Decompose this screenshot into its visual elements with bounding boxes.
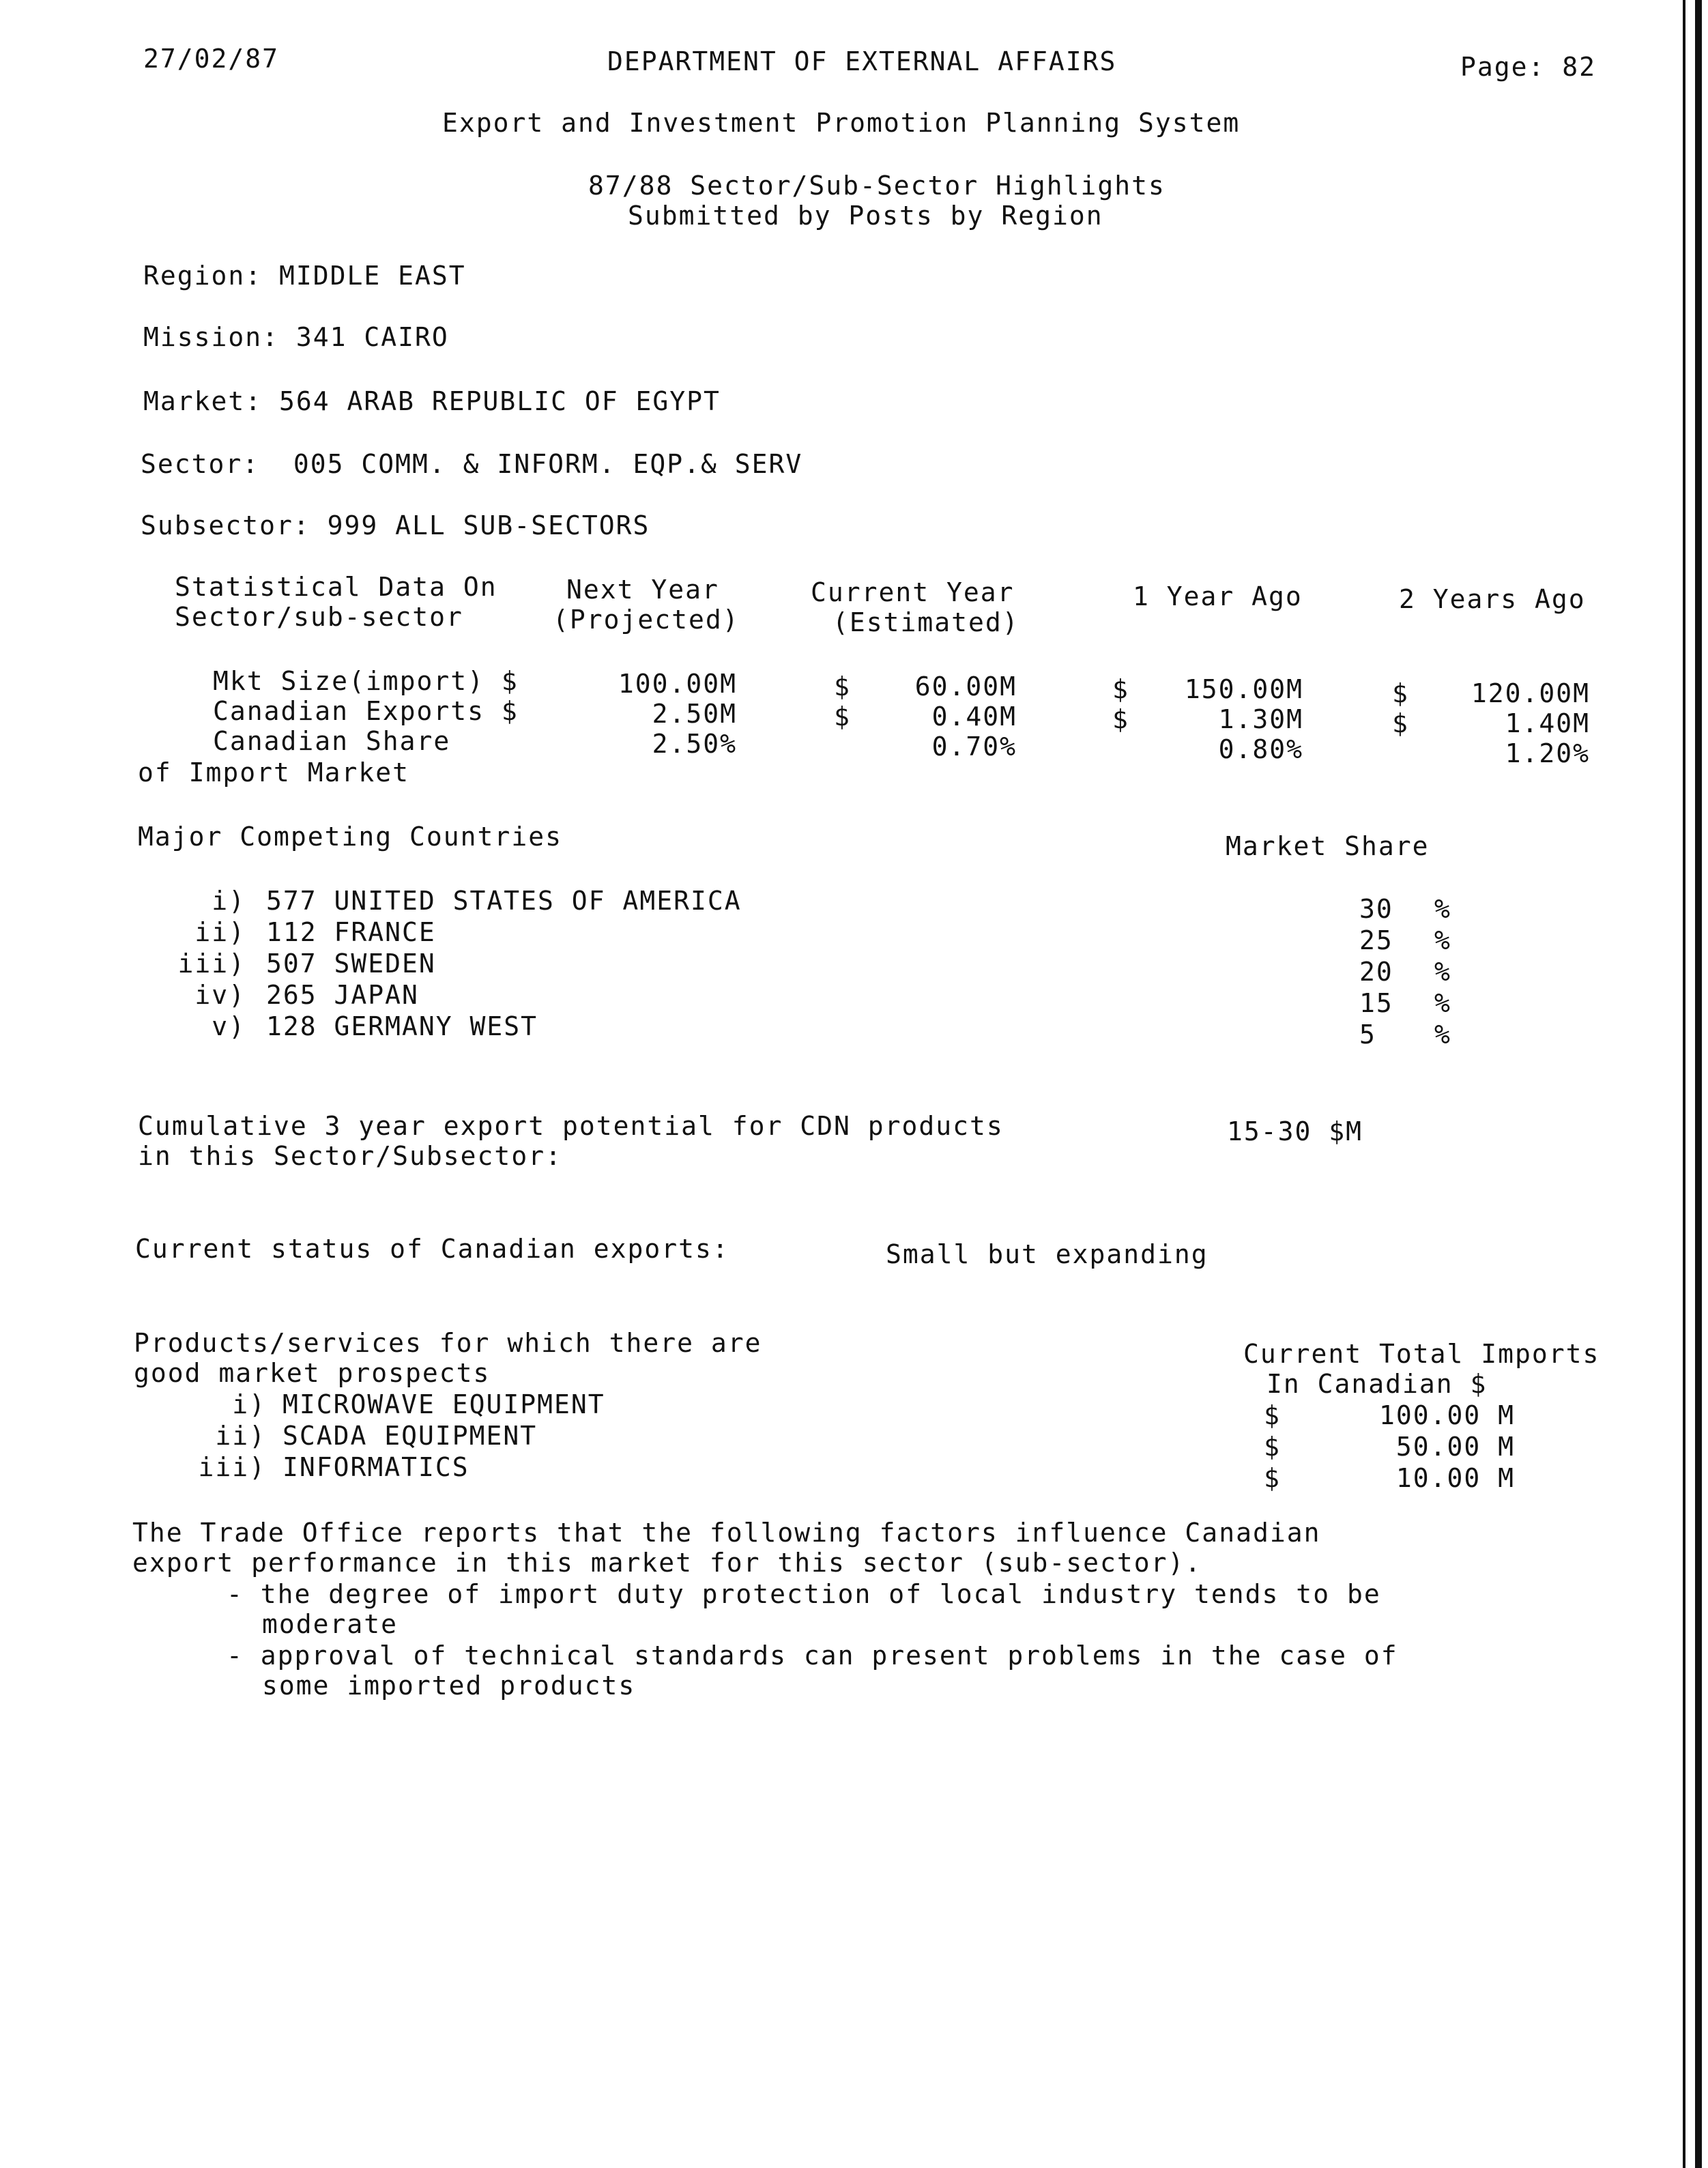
- competitor-num: i): [212, 886, 246, 916]
- system-title: Export and Investment Promotion Planning System: [442, 108, 1241, 138]
- competitor-pct: %: [1434, 957, 1451, 987]
- row-mkt-size-2y: 120.00M: [1471, 678, 1590, 708]
- competitor-num: ii): [194, 917, 246, 947]
- sector-field: Sector: 005 COMM. & INFORM. EQP.& SERV: [141, 449, 803, 479]
- row-mkt-size-2y-sign: $: [1392, 678, 1409, 708]
- col-next-year-sub: (Projected): [553, 605, 740, 635]
- report-title: 87/88 Sector/Sub-Sector Highlights: [588, 171, 1166, 201]
- competitor-share: 20: [1359, 957, 1393, 987]
- potential-line1: Cumulative 3 year export potential for CDN products: [138, 1111, 1004, 1141]
- competitors-heading: Major Competing Countries: [138, 822, 562, 852]
- region-field: Region: MIDDLE EAST: [143, 261, 466, 291]
- row-exports-1y: 1.30M: [1218, 704, 1303, 734]
- competitor-pct: %: [1434, 988, 1451, 1018]
- competitor-num: iii): [177, 949, 246, 979]
- report-date: 27/02/87: [143, 44, 280, 74]
- row-mkt-size-next: 100.00M: [618, 669, 737, 699]
- row-mkt-size-label: Mkt Size(import) $: [213, 666, 519, 696]
- product-currency: $: [1264, 1432, 1281, 1462]
- col-1-year-ago: 1 Year Ago: [1133, 581, 1303, 611]
- product-currency: $: [1264, 1400, 1281, 1430]
- competitor-name: 577 UNITED STATES OF AMERICA: [266, 886, 742, 916]
- row-mkt-size-1y-sign: $: [1112, 674, 1129, 704]
- page-number: Page: 82: [1460, 52, 1597, 82]
- competitor-name: 265 JAPAN: [266, 980, 419, 1010]
- competitor-name: 112 FRANCE: [266, 917, 436, 947]
- potential-line2: in this Sector/Subsector:: [138, 1141, 562, 1171]
- product-amount: 50.00 M: [1395, 1432, 1515, 1462]
- page-edge-line: [1695, 0, 1702, 2168]
- row-share-label2: of Import Market: [138, 757, 410, 787]
- row-share-label: Canadian Share: [213, 726, 451, 756]
- row-exports-next: 2.50M: [652, 699, 737, 729]
- market-field: Market: 564 ARAB REPUBLIC OF EGYPT: [143, 386, 721, 416]
- competitor-pct: %: [1434, 925, 1451, 955]
- row-mkt-size-1y: 150.00M: [1184, 674, 1303, 704]
- row-share-current: 0.70%: [931, 732, 1017, 762]
- factors-intro-line2: export performance in this market for this sector (sub-sector).: [132, 1548, 1202, 1578]
- competitor-share: 15: [1359, 988, 1393, 1018]
- factor-bullet-line1: - approval of technical standards can present problems in the case of: [227, 1641, 1398, 1671]
- factors-intro-line1: The Trade Office reports that the following factors influence Canadian: [132, 1518, 1321, 1548]
- status-label: Current status of Canadian exports:: [135, 1234, 729, 1264]
- subsector-field: Subsector: 999 ALL SUB-SECTORS: [141, 510, 650, 540]
- status-value: Small but expanding: [886, 1239, 1208, 1269]
- page-edge-line: [1683, 0, 1685, 2168]
- product-num: iii): [198, 1452, 266, 1482]
- product-num: ii): [215, 1421, 266, 1451]
- row-exports-1y-sign: $: [1112, 704, 1129, 734]
- factor-bullet-line2: moderate: [262, 1609, 399, 1639]
- competitor-name: 507 SWEDEN: [266, 949, 436, 979]
- row-exports-current: 0.40M: [931, 702, 1017, 732]
- competitor-num: v): [212, 1011, 246, 1041]
- col-2-years-ago: 2 Years Ago: [1399, 584, 1586, 614]
- stats-label-line1: Statistical Data On: [175, 572, 497, 602]
- competitor-name: 128 GERMANY WEST: [266, 1011, 538, 1041]
- product-name: SCADA EQUIPMENT: [283, 1421, 538, 1451]
- competitor-share: 25: [1359, 925, 1393, 955]
- potential-value: 15-30 $M: [1227, 1116, 1363, 1146]
- product-amount: 100.00 M: [1378, 1400, 1515, 1430]
- competitor-num: iv): [194, 980, 246, 1010]
- competitor-pct: %: [1434, 894, 1451, 924]
- factor-bullet-line1: - the degree of import duty protection of local industry tends to be: [227, 1579, 1381, 1609]
- stats-label-line2: Sector/sub-sector: [175, 602, 463, 632]
- products-heading-line2: good market prospects: [134, 1358, 491, 1388]
- product-name: INFORMATICS: [283, 1452, 469, 1482]
- row-share-1y: 0.80%: [1218, 734, 1303, 764]
- product-name: MICROWAVE EQUIPMENT: [283, 1389, 605, 1419]
- market-share-heading: Market Share: [1226, 831, 1430, 861]
- competitor-share: 30: [1359, 894, 1393, 924]
- row-mkt-size-current: 60.00M: [914, 671, 1017, 702]
- product-num: i): [232, 1389, 266, 1419]
- mission-field: Mission: 341 CAIRO: [143, 322, 449, 352]
- products-heading-line1: Products/services for which there are: [134, 1328, 762, 1358]
- col-current-year: Current Year: [811, 577, 1015, 607]
- row-exports-label: Canadian Exports $: [213, 696, 519, 726]
- product-currency: $: [1264, 1463, 1281, 1493]
- row-share-2y: 1.20%: [1505, 738, 1590, 768]
- competitor-share: 5: [1359, 1020, 1376, 1050]
- imports-heading-line1: Current Total Imports: [1243, 1339, 1600, 1369]
- department-title: DEPARTMENT OF EXTERNAL AFFAIRS: [607, 46, 1117, 76]
- col-current-year-sub: (Estimated): [833, 607, 1019, 637]
- col-next-year: Next Year: [566, 575, 719, 605]
- row-mkt-size-cur-sign: $: [834, 671, 851, 702]
- competitor-pct: %: [1434, 1020, 1451, 1050]
- report-subtitle: Submitted by Posts by Region: [628, 201, 1103, 231]
- factor-bullet-line2: some imported products: [262, 1671, 636, 1701]
- row-exports-cur-sign: $: [834, 702, 851, 732]
- product-amount: 10.00 M: [1395, 1463, 1515, 1493]
- row-exports-2y: 1.40M: [1505, 708, 1590, 738]
- row-exports-2y-sign: $: [1392, 708, 1409, 738]
- imports-heading-line2: In Canadian $: [1266, 1369, 1488, 1399]
- row-share-next: 2.50%: [652, 729, 737, 759]
